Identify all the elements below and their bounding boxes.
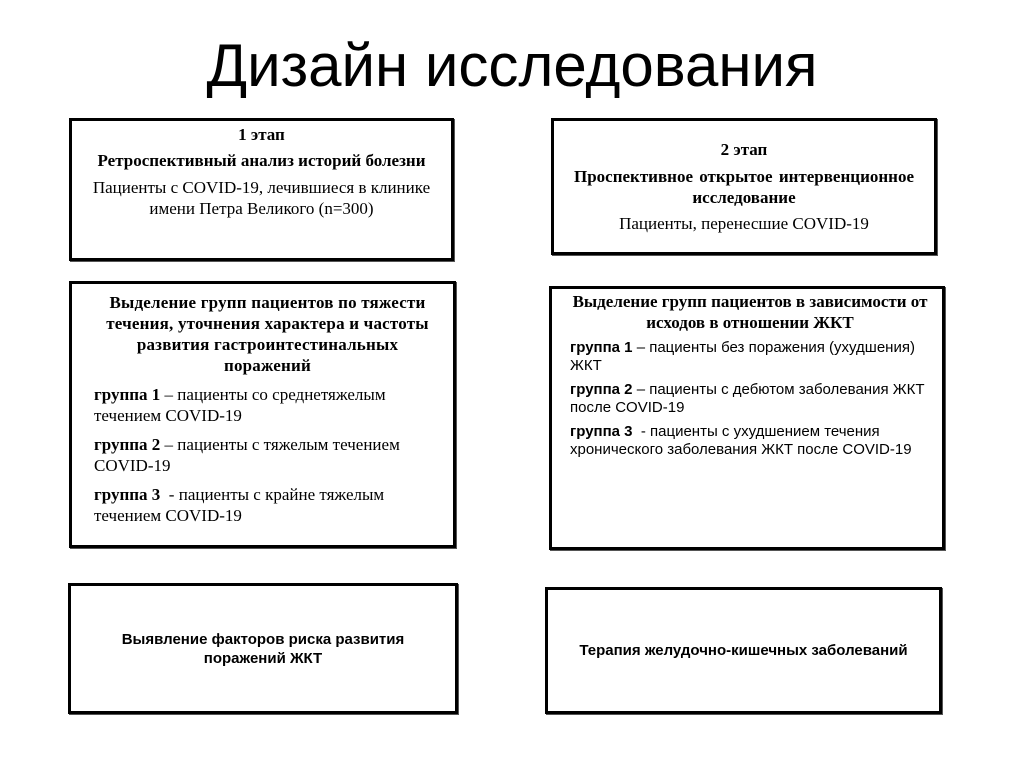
group-label: группа 3 <box>570 423 633 440</box>
group-separator: – <box>160 435 178 454</box>
outcome2-text: Терапия желудочно-кишечных заболеваний <box>579 642 908 659</box>
group-separator: - <box>632 423 651 440</box>
stage2-group-2 <box>570 381 930 417</box>
stage2-heading: Проспективное открытое интервенционное исследование <box>573 167 915 207</box>
stage1-groups-box <box>69 281 456 548</box>
group-label: группа 1 <box>570 339 633 356</box>
stage1-box <box>69 118 454 261</box>
slide-title: Дизайн исследования <box>206 32 818 99</box>
group-separator: – <box>160 385 178 404</box>
group-separator: – <box>632 339 650 356</box>
group-text: пациенты с крайне тяжелым течением COVID-19 <box>94 485 385 525</box>
group-text: пациенты без поражения (ухудшения) ЖКТ <box>570 339 915 374</box>
group-text: пациенты с дебютом заболевания ЖКТ после COVID-19 <box>570 381 925 416</box>
group-separator: – <box>632 381 650 398</box>
group-label: группа 3 <box>94 485 161 504</box>
outcome1-box <box>68 583 458 714</box>
stage1-description: Пациенты с COVID-19, лечившиеся в клинике имени Петра Великого (n=300) <box>92 178 431 218</box>
stage1-group-1 <box>94 384 441 426</box>
outcome2-box <box>545 587 942 714</box>
stage1-label: 1 этап <box>238 125 285 144</box>
stage2-box <box>551 118 937 255</box>
group-label: группа 1 <box>94 385 161 404</box>
stage1-heading: Ретроспективный анализ историй болезни <box>97 151 426 170</box>
outcome1-text: Выявление факторов риска развития поражений ЖКТ <box>121 630 405 667</box>
stage1-group-2 <box>94 434 441 476</box>
stage2-groups-box <box>549 286 945 550</box>
stage1-groups-heading: Выделение групп пациентов по тяжести течения, уточнения характера и частоты развития гастроинтестинальных поражений <box>106 293 429 375</box>
stage2-description: Пациенты, перенесшие COVID-19 <box>619 214 869 233</box>
group-label: группа 2 <box>570 381 633 398</box>
stage2-groups-heading: Выделение групп пациентов в зависимости от исходов в отношении ЖКТ <box>572 292 928 332</box>
group-text: пациенты с ухудшением течения хронического заболевания ЖКТ после COVID-19 <box>570 423 912 458</box>
stage1-group-3 <box>94 484 441 526</box>
group-label: группа 2 <box>94 435 161 454</box>
stage2-label: 2 этап <box>720 140 768 159</box>
group-separator: - <box>160 485 179 504</box>
stage2-group-1 <box>570 339 930 375</box>
group-text: пациенты со среднетяжелым течением COVID-19 <box>94 385 386 425</box>
stage2-group-3 <box>570 423 930 459</box>
group-text: пациенты с тяжелым течением COVID-19 <box>94 435 400 475</box>
